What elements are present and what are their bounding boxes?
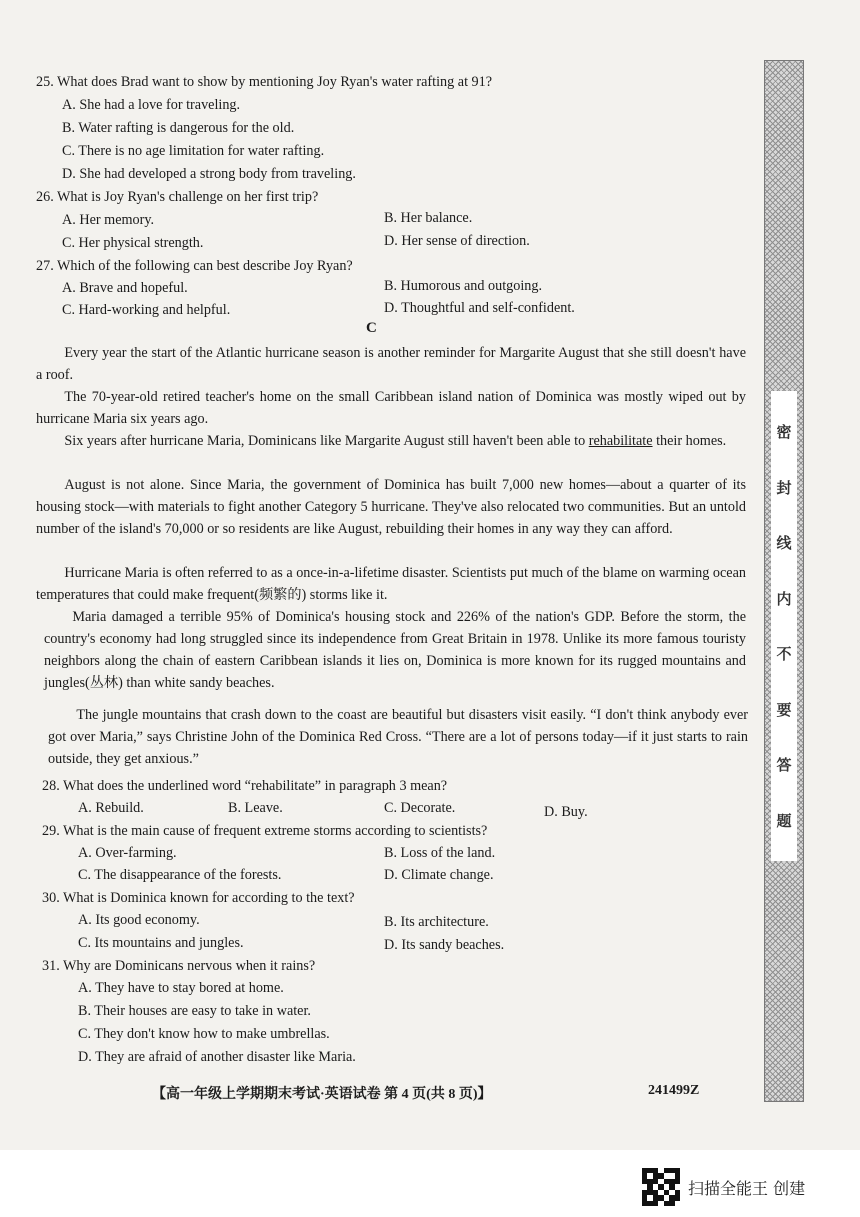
section-letter: C [366, 320, 377, 336]
notice-char: 答 [776, 756, 792, 775]
question-28-stem: 28. What does the underlined word “rehabilitate” in paragraph 3 mean? [42, 778, 448, 794]
question-29-option-c: C. The disappearance of the forests. [78, 867, 282, 883]
question-26-stem: 26. What is Joy Ryan's challenge on her first trip? [36, 189, 319, 205]
paragraph-1-text: Every year the start of the Atlantic hurricane season is another reminder for Margarite August that she still doesn't have a roof. [36, 345, 746, 383]
binding-margin-strip [764, 60, 804, 1102]
question-30-option-d: D. Its sandy beaches. [384, 937, 505, 953]
binding-margin-notice [771, 391, 797, 861]
notice-char: 密 [776, 423, 792, 441]
notice-char: 内 [776, 589, 792, 608]
question-26-option-a: A. Her memory. [62, 212, 155, 228]
question-25-option-b: B. Water rafting is dangerous for the old. [62, 120, 295, 136]
passage-paragraph-3 [36, 430, 746, 452]
question-30-option-c: C. Its mountains and jungles. [78, 935, 244, 951]
question-26-option-d: D. Her sense of direction. [384, 233, 530, 249]
question-29-option-b: B. Loss of the land. [384, 845, 496, 861]
question-27-option-c: C. Hard-working and helpful. [62, 302, 231, 318]
question-31-option-b: B. Their houses are easy to take in water. [78, 1003, 311, 1019]
notice-char: 不 [776, 645, 792, 664]
question-27-stem: 27. Which of the following can best describe Joy Ryan? [36, 258, 353, 274]
question-28-option-c: C. Decorate. [384, 800, 456, 816]
passage-paragraph-6 [44, 606, 746, 694]
scanner-watermark [642, 1168, 805, 1206]
paragraph-3-before: Six years after hurricane Maria, Dominicans like Margarite August still haven't been able to [64, 433, 589, 449]
question-27-option-a: A. Brave and hopeful. [62, 280, 188, 296]
passage-paragraph-7 [48, 704, 748, 770]
paragraph-5-text: Hurricane Maria is often referred to as a once-in-a-lifetime disaster. Scientists put much of the blame on warming ocean temperatures that could make frequent(频繁的) storms like it. [36, 565, 746, 603]
notice-char: 线 [776, 534, 792, 553]
question-27-option-d: D. Thoughtful and self-confident. [384, 300, 575, 316]
question-31-option-c: C. They don't know how to make umbrellas. [78, 1026, 330, 1042]
question-31-option-d: D. They are afraid of another disaster like Maria. [78, 1049, 356, 1065]
question-26-option-b: B. Her balance. [384, 210, 473, 226]
question-27-option-b: B. Humorous and outgoing. [384, 278, 543, 294]
qr-code-icon [642, 1168, 680, 1206]
paragraph-4-text: August is not alone. Since Maria, the government of Dominica has built 7,000 new homes—about a quarter of its housing stock—with materials to fight another Category 5 hurricane. They've also relocated two communities. But an untold number of the island's 70,000 or so residents are like August, rebuilding their homes in any way they can afford. [36, 477, 746, 537]
passage-paragraph-5 [36, 562, 746, 606]
question-30-option-b: B. Its architecture. [384, 914, 489, 930]
scanner-watermark-text: 扫描全能王 创建 [688, 1178, 806, 1198]
passage-paragraph-4 [36, 474, 746, 540]
question-30-option-a: A. Its good economy. [78, 912, 200, 928]
question-31-option-a: A. They have to stay bored at home. [78, 980, 284, 996]
paragraph-7-text: The jungle mountains that crash down to the coast are beautiful but disasters visit easily. “I don't think anybody ever got over Maria,” says Christine John of the Dominica Red Cross. “There are a lot of persons today—if it just starts to rain outside, they get anxious.” [48, 707, 748, 767]
question-28-option-b: B. Leave. [228, 800, 283, 816]
notice-char: 封 [776, 478, 792, 497]
question-25-option-a: A. She had a love for traveling. [62, 97, 241, 113]
page-footer-title: 【高一年级上学期期末考试·英语试卷 第 4 页(共 8 页)】 [152, 1087, 492, 1102]
passage-paragraph-2 [36, 386, 746, 430]
underlined-word: rehabilitate [588, 433, 653, 449]
question-25-option-c: C. There is no age limitation for water rafting. [62, 143, 325, 159]
paragraph-6-text: Maria damaged a terrible 95% of Dominica's housing stock and 226% of the nation's GDP. Before the storm, the country's economy had long struggled since its independence from Great Britain in 1978. Unlike its more famous touristy neighbors along the chain of eastern Caribbean islands it lies on, Dominica is more known for its rugged mountains and jungles(丛林) than white sandy beaches. [44, 609, 746, 691]
paragraph-3-text [36, 430, 746, 452]
paragraph-2-text: The 70-year-old retired teacher's home on the small Caribbean island nation of Dominica was mostly wiped out by hurricane Maria six years ago. [36, 389, 746, 427]
question-28-option-d: D. Buy. [544, 804, 588, 820]
question-29-stem: 29. What is the main cause of frequent extreme storms according to scientists? [42, 823, 488, 839]
passage-paragraph-1 [36, 342, 746, 386]
question-29-option-a: A. Over-farming. [78, 845, 177, 861]
question-26-option-c: C. Her physical strength. [62, 235, 204, 251]
exam-code: 241499Z [648, 1083, 700, 1098]
question-31-stem: 31. Why are Dominicans nervous when it rains? [42, 958, 316, 974]
question-25-option-d: D. She had developed a strong body from traveling. [62, 166, 356, 182]
question-30-stem: 30. What is Dominica known for according to the text? [42, 890, 355, 906]
notice-char: 题 [776, 811, 792, 830]
question-28-option-a: A. Rebuild. [78, 800, 144, 816]
paragraph-3-after: their homes. [652, 433, 727, 449]
question-25-stem: 25. What does Brad want to show by mentioning Joy Ryan's water rafting at 91? [36, 74, 493, 90]
question-29-option-d: D. Climate change. [384, 867, 494, 883]
notice-char: 要 [776, 700, 792, 719]
